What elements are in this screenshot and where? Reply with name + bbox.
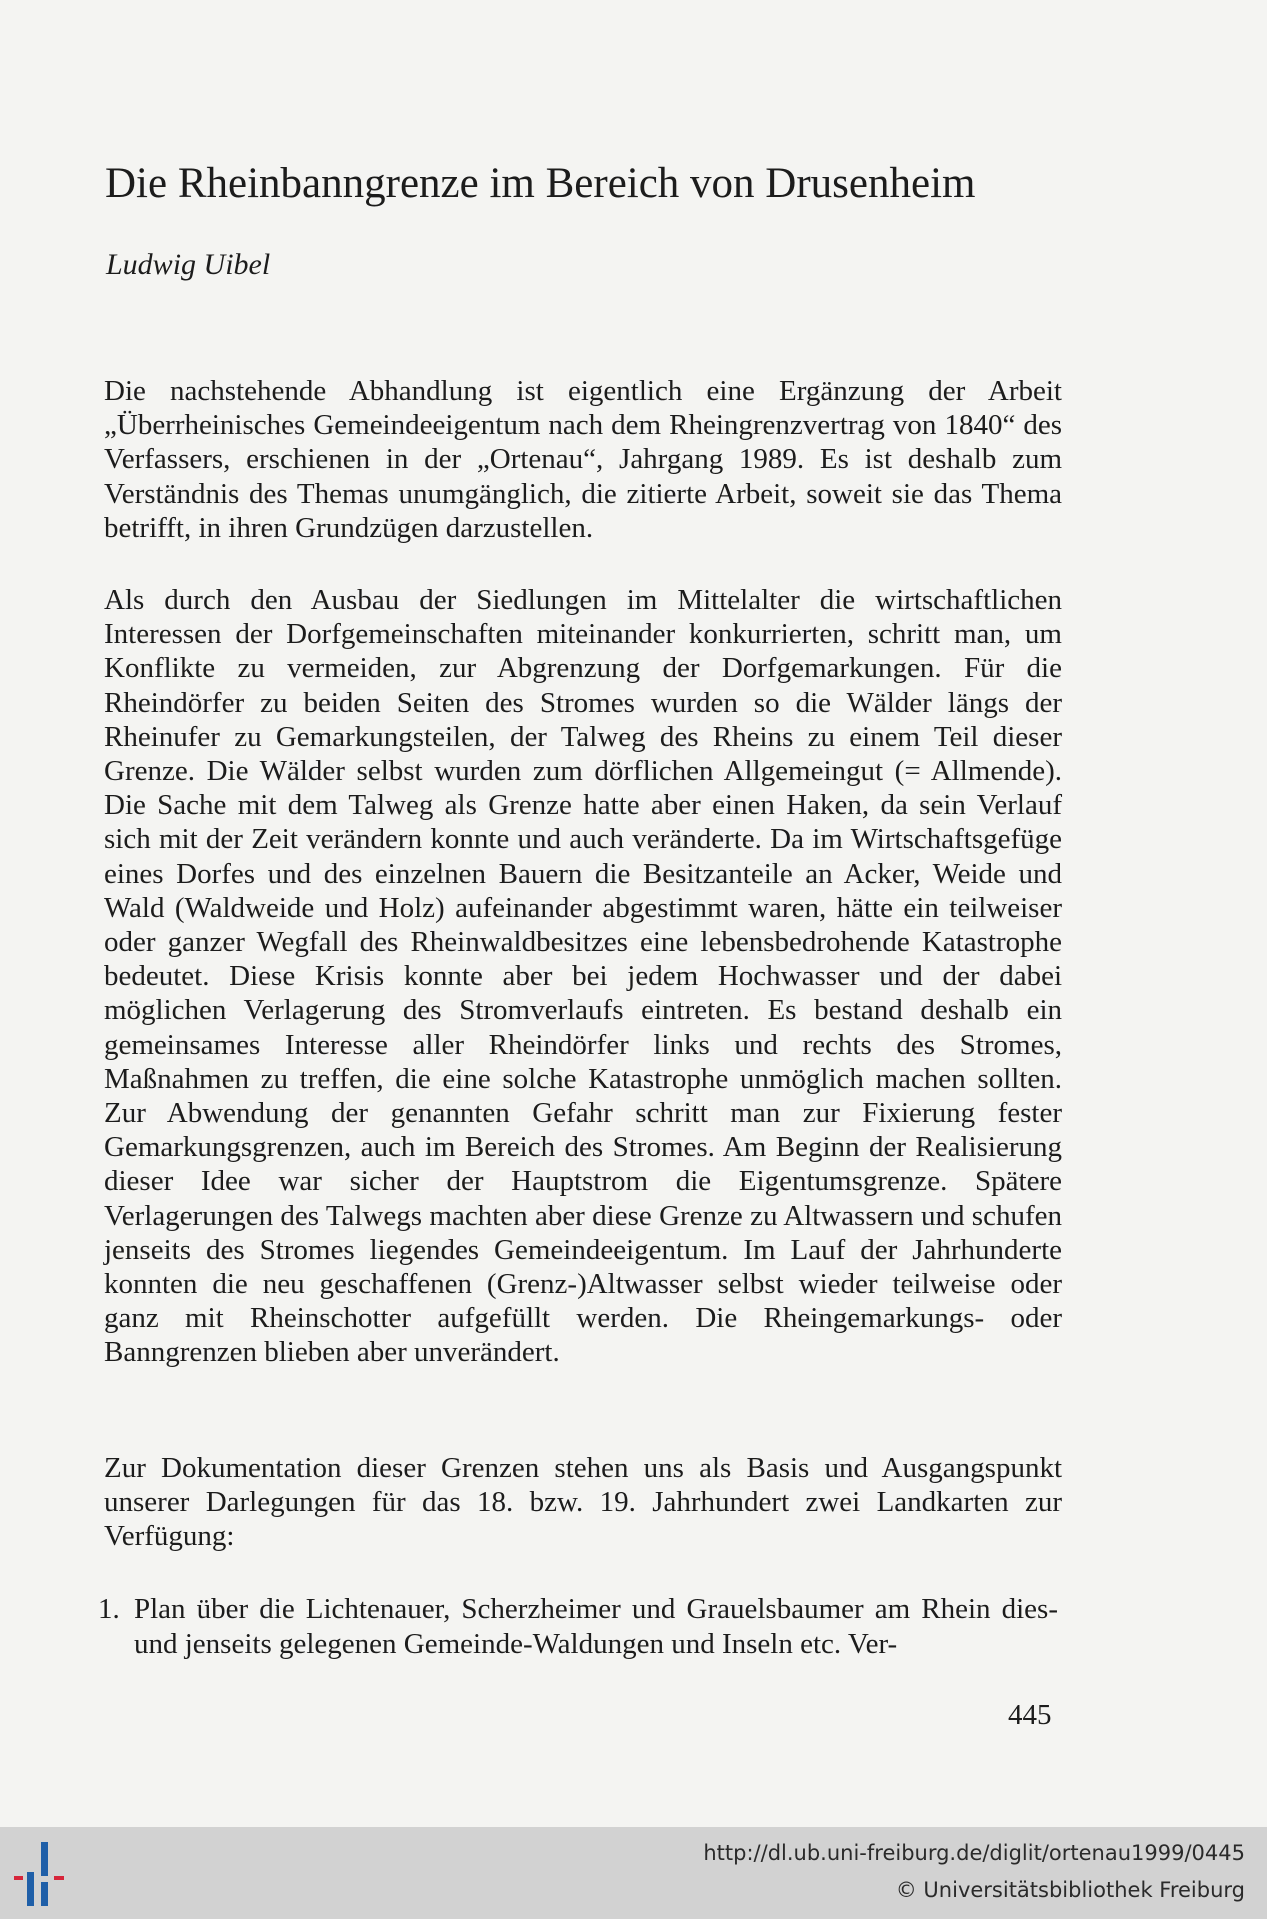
paragraph: Die nachstehende Abhandlung ist eigentlich eine Ergänzung der Arbeit „Überrheinisches Gemeindeeigentum nach dem Rheingrenzvertrag von 1840“ des Verfassers, erschienen in der „Ortenau“, Jahrgang 1989. Es ist deshalb zum Verständnis des Themas unumgänglich, die zitierte Arbeit, soweit sie das Thema betrifft, in ihren Grundzügen darzustellen. xyxy=(104,375,1062,544)
article-title: Die Rheinbanngrenze im Bereich von Drusenheim xyxy=(105,160,976,207)
source-url-link[interactable]: http://dl.ub.uni-freiburg.de/diglit/ortenau1999/0445 xyxy=(703,1841,1245,1865)
paragraph: Zur Dokumentation dieser Grenzen stehen uns als Basis und Ausgangspunkt unserer Darlegungen für das 18. bzw. 19. Jahrhundert zwei Landkarten zur Verfügung: xyxy=(104,1452,1062,1553)
footer-bar xyxy=(0,1827,1267,1919)
list-item-number: 1. xyxy=(98,1593,120,1625)
ub-freiburg-logo-icon[interactable] xyxy=(14,1842,80,1906)
list-item-text: Plan über die Lichtenauer, Scherzheimer und Grauelsbaumer am Rhein dies- und jenseits gelegenen Gemeinde-Waldungen und Inseln etc. Ver- xyxy=(134,1593,1058,1660)
page-number: 445 xyxy=(1008,1699,1052,1731)
paragraph: Als durch den Ausbau der Siedlungen im Mittelalter die wirtschaftlichen Interessen der Dorfgemeinschaften miteinander konkurrierten, schritt man, um Konflikte zu vermeiden, zur Abgrenzung der Dorfgemarkungen. Für die Rheindörfer zu beiden Seiten des Stromes wurden so die Wälder längs der Rheinufer zu Gemarkungsteilen, der Talweg des Rheins zu einem Teil dieser Grenze. Die Wälder selbst wurden zum dörflichen Allgemeingut (= Allmende). Die Sache mit dem Talweg als Grenze hatte aber einen Haken, da sein Verlauf sich mit der Zeit verändern konnte und auch veränderte. Da im Wirtschaftsgefüge eines Dorfes und des einzelnen Bauern die Besitzanteile an Acker, Weide und Wald (Waldweide und Holz) aufeinander abgestimmt waren, hätte ein teilweiser oder ganzer Wegfall des Rheinwaldbesitzes eine lebensbedrohende Katastrophe bedeutet. Diese Krisis konnte aber bei jedem Hochwasser und der dabei möglichen Verlagerung des Stromverlaufs eintreten. Es bestand deshalb ein gemeinsames Interesse aller Rheindörfer links und rechts des Stromes, Maßnahmen zu treffen, die eine solche Katastrophe unmöglich machen sollten. Zur Abwendung der genannten Gefahr schritt man zur Fixierung fester Gemarkungsgrenzen, auch im Bereich des Stromes. Am Beginn der Realisierung dieser Idee war sicher der Hauptstrom die Eigentumsgrenze. Spätere Verlagerungen des Talwegs machten aber diese Grenze zu Altwassern und schufen jenseits des Stromes liegendes Gemeindeeigentum. Im Lauf der Jahrhunderte konnten die neu geschaffenen (Grenz-)Altwasser selbst wieder teilweise oder ganz mit Rheinschotter aufgefüllt werden. Die Rheingemarkungs- oder Banngrenzen blieben aber unverändert. xyxy=(104,584,1062,1369)
article-author: Ludwig Uibel xyxy=(106,248,271,281)
copyright-notice: © Universitätsbibliothek Freiburg xyxy=(895,1878,1245,1902)
